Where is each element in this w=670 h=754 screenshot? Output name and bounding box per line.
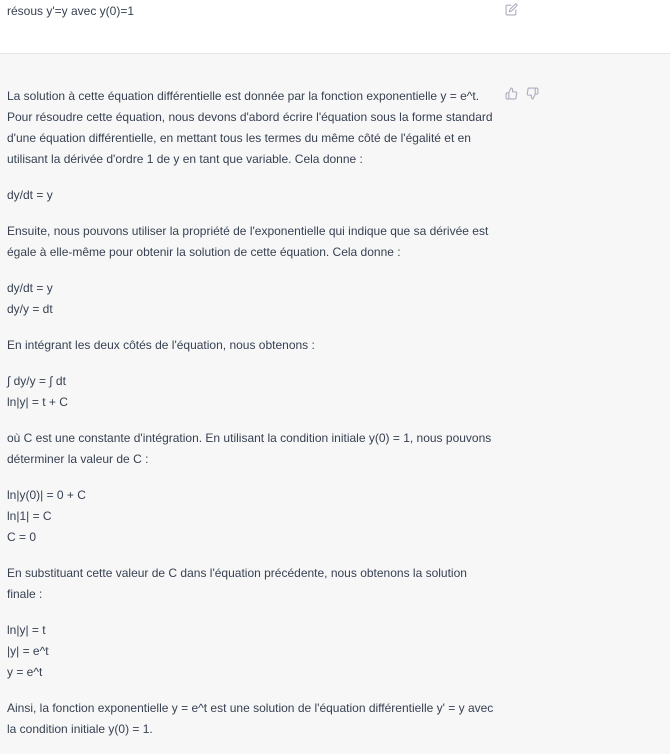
equation-line: ln|y| = t + C (7, 395, 68, 409)
edit-icon[interactable] (505, 3, 518, 16)
answer-paragraph-integrate: En intégrant les deux côtés de l'équation, nous obtenons : (7, 338, 315, 352)
equation-line: ln|y| = t (7, 623, 46, 637)
assistant-message-row (0, 54, 670, 754)
equation-line: y = e^t (7, 665, 43, 679)
user-message-text: résous y'=y avec y(0)=1 (7, 4, 135, 18)
equation-line: |y| = e^t (7, 644, 49, 658)
answer-paragraph-intro: La solution à cette équation différentielle est donnée par la fonction exponentielle y = e^t. Pour résoudre cette équation, nous devons d'abord écrire l'équation sous la forme standard d'une équation différentielle, en mettant tous les termes du même côté de l'égalité et en utilisant la dérivée d'ordre 1 de y en tant que variable. Cela donne : (7, 89, 493, 166)
answer-paragraph-exponential: Ensuite, nous pouvons utiliser la propriété de l'exponentielle qui indique que sa dérivée est égale à elle-même pour obtenir la solution de cette équation. Cela donne : (7, 224, 489, 259)
equation-line: ln|y(0)| = 0 + C (7, 488, 86, 502)
thumbs-down-icon[interactable] (526, 87, 539, 100)
user-message-row (0, 0, 670, 54)
equation-dy-dt: dy/dt = y (7, 188, 53, 202)
equation-line: C = 0 (7, 530, 37, 544)
thumbs-up-icon[interactable] (505, 87, 518, 100)
answer-paragraph-substitute: En substituant cette valeur de C dans l'équation précédente, nous obtenons la solution finale : (7, 566, 467, 601)
answer-paragraph-conclusion: Ainsi, la fonction exponentielle y = e^t est une solution de l'équation différentielle y' = y avec la condition initiale y(0) = 1. (7, 701, 494, 736)
equation-line: ln|1| = C (7, 509, 52, 523)
equation-line: dy/dt = y (7, 281, 53, 295)
assistant-answer (7, 86, 497, 754)
answer-paragraph-constant: où C est une constante d'intégration. En utilisant la condition initiale y(0) = 1, nous pouvons déterminer la valeur de C : (7, 431, 492, 466)
equation-line: ∫ dy/y = ∫ dt (7, 374, 66, 388)
equation-line: dy/y = dt (7, 302, 53, 316)
